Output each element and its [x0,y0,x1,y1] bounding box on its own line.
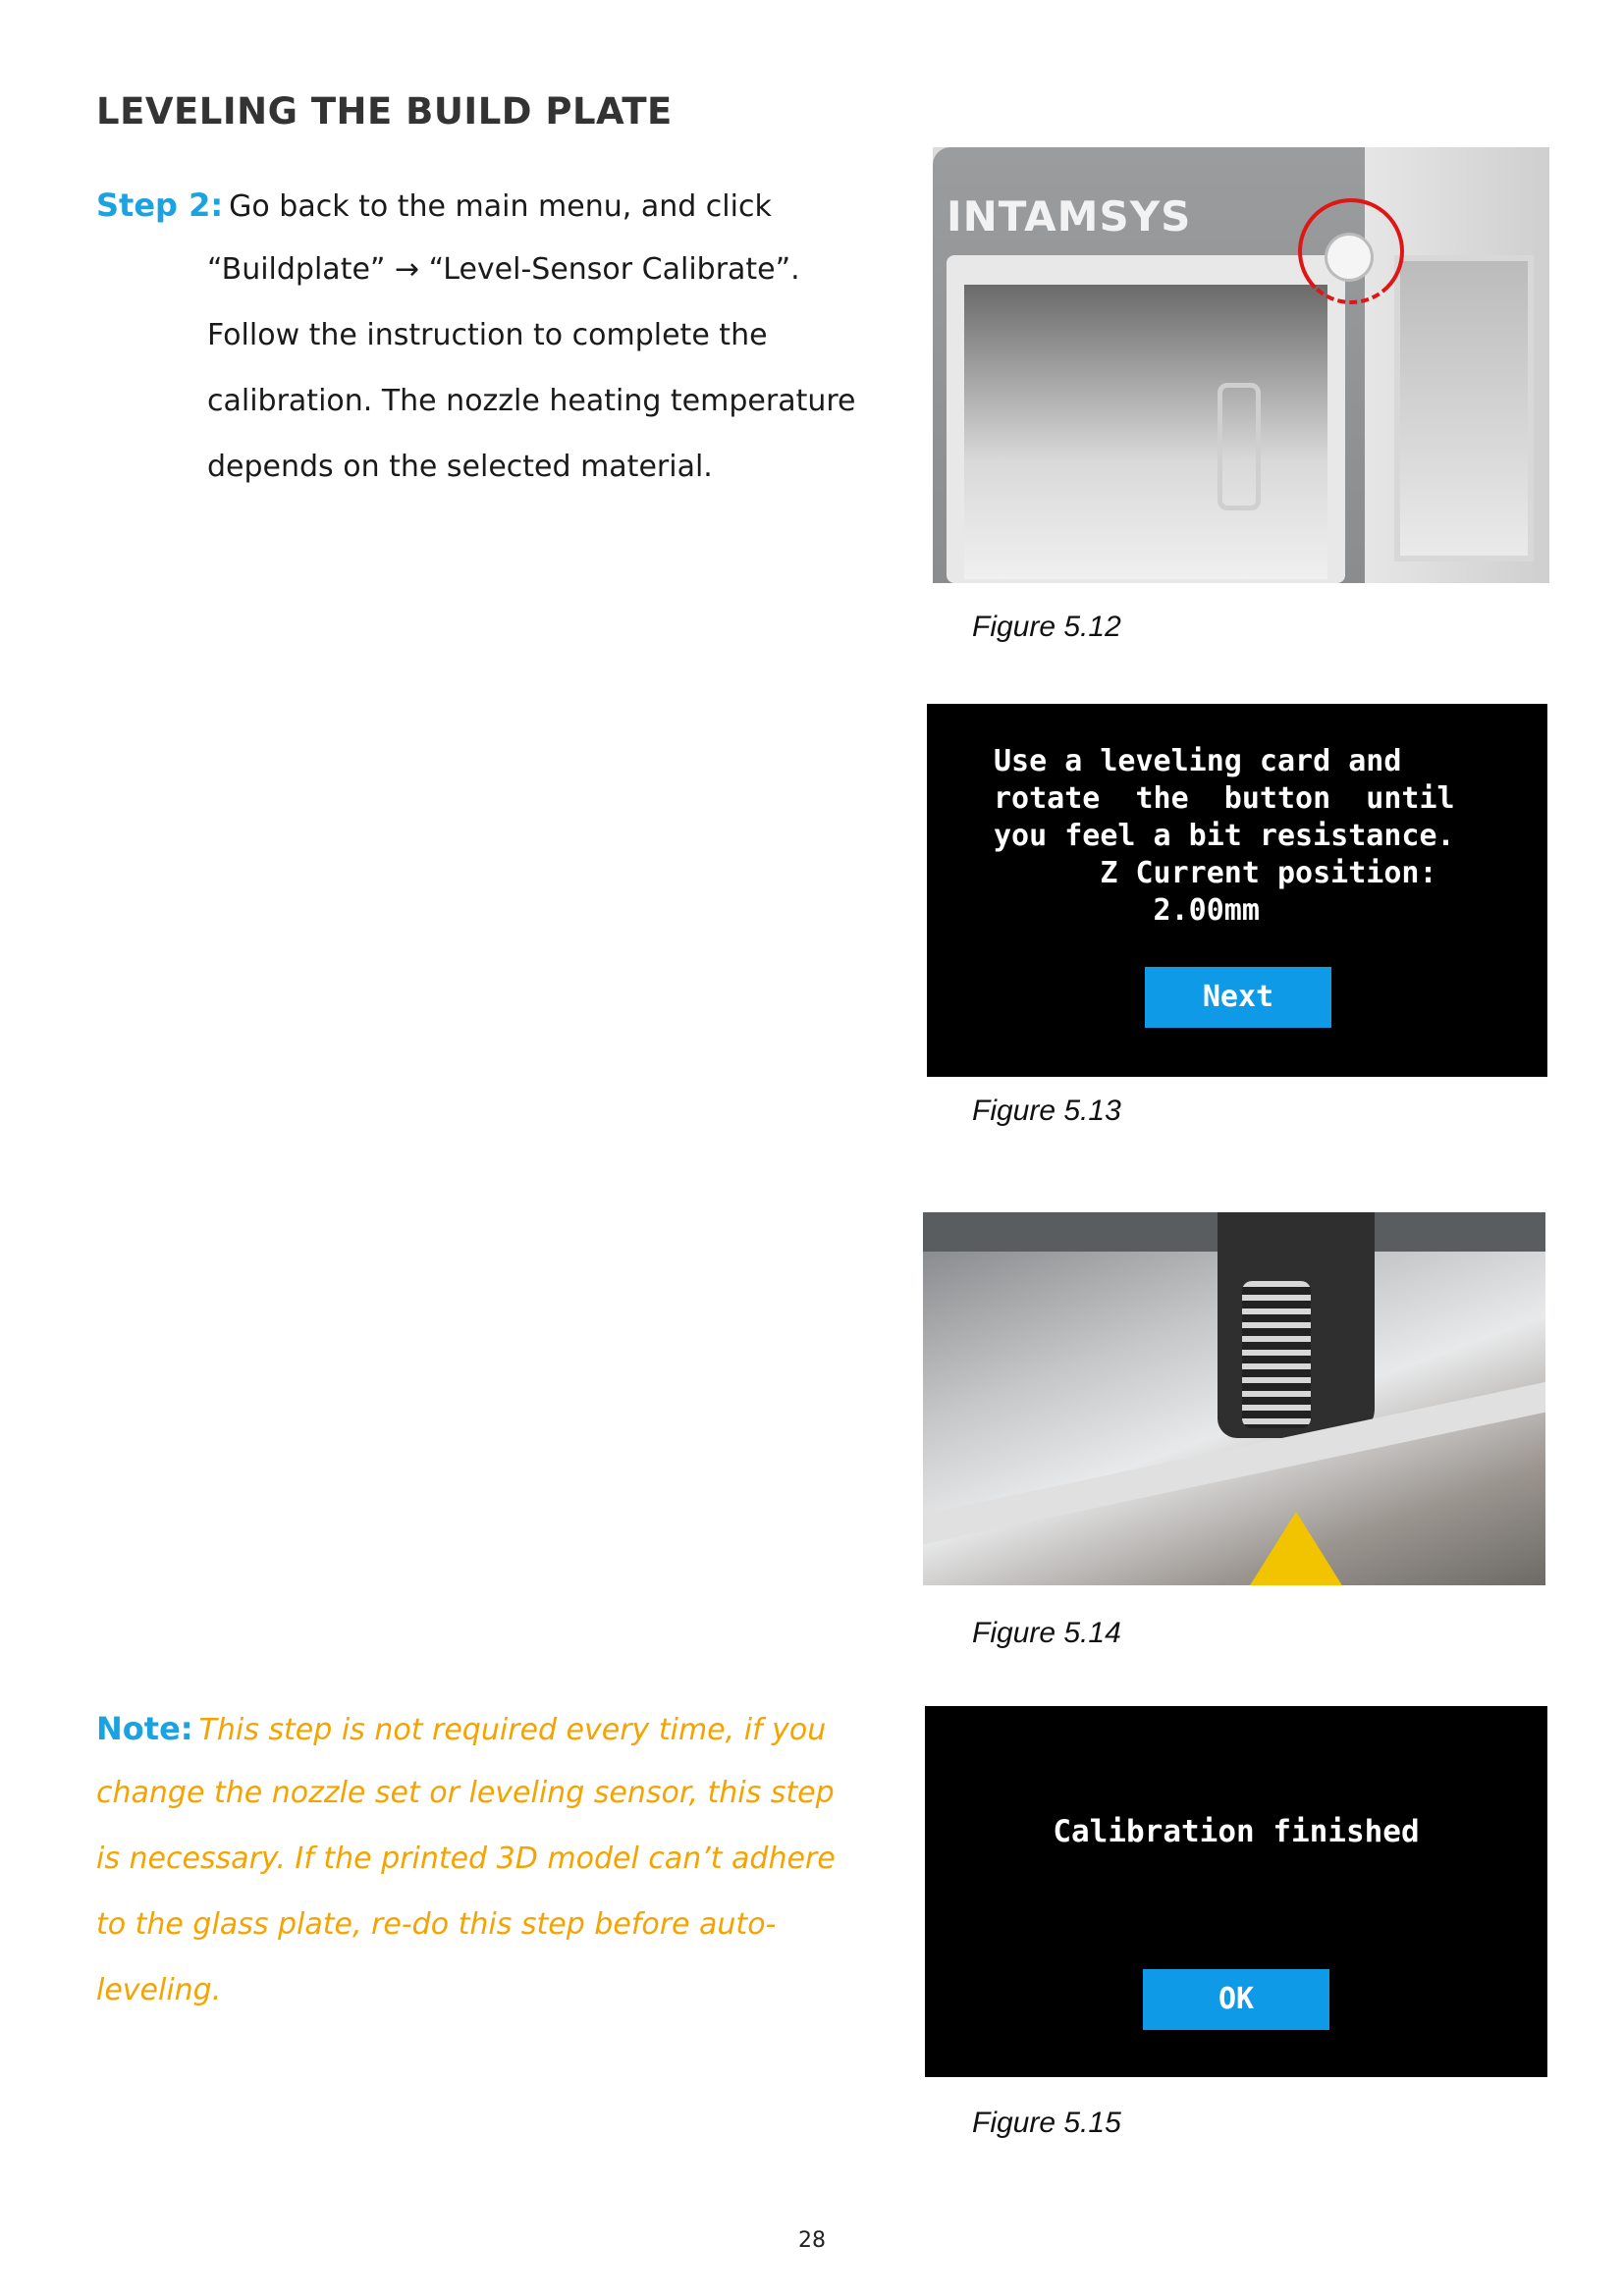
note-text-line-3: is necessary. If the printed 3D model can’t adhere [96,1842,836,1876]
lcd-message: Use a leveling card and rotate the button until you feel a bit resistance. Z Current position: 2.00mm [994,744,1455,928]
step-text-line-1: Go back to the main menu, and click [229,189,772,224]
next-button[interactable]: Next [1145,967,1331,1028]
lcd-screen-finished [925,1706,1547,2077]
lcd-message: Calibration finished [1053,1814,1420,1849]
figure-caption-5-13: Figure 5.13 [972,1095,1121,1127]
printer-chamber [964,285,1327,579]
printer-side-window [1394,255,1534,561]
note-text-line-1: This step is not required every time, if you [198,1713,827,1747]
printer-brand-logo: INTAMSYS [947,192,1192,240]
print-head-spring [1242,1281,1311,1428]
printer-door-handle [1218,383,1261,510]
note-text-line-5: leveling. [96,1973,222,2007]
step-text-line-2: “Buildplate” → “Level-Sensor Calibrate”. [207,252,800,287]
figure-caption-5-15: Figure 5.15 [972,2107,1121,2139]
figure-caption-5-14: Figure 5.14 [972,1617,1121,1649]
note-label: Note: [96,1710,193,1747]
step-label: Step 2: [96,187,224,224]
nozzle-leveling-photo [923,1212,1545,1585]
step-text-line-4: calibration. The nozzle heating temperature [207,384,856,418]
figure-caption-5-12: Figure 5.12 [972,611,1121,643]
step-text-line-3: Follow the instruction to complete the [207,318,768,352]
printer-photo [933,147,1549,583]
note-first-line [96,1710,826,1747]
step-text-line-5: depends on the selected material. [207,450,713,484]
page-number: 28 [798,2228,826,2253]
note-text-line-4: to the glass plate, re-do this step before auto- [96,1907,777,1942]
page-title: LEVELING THE BUILD PLATE [96,90,673,133]
printer-knob [1327,236,1371,279]
hot-surface-warning-icon [1247,1512,1345,1585]
step-first-line [96,187,772,224]
lcd-screen-leveling [927,704,1547,1077]
note-text-line-2: change the nozzle set or leveling sensor, this step [96,1776,835,1810]
ok-button[interactable]: OK [1143,1969,1329,2030]
